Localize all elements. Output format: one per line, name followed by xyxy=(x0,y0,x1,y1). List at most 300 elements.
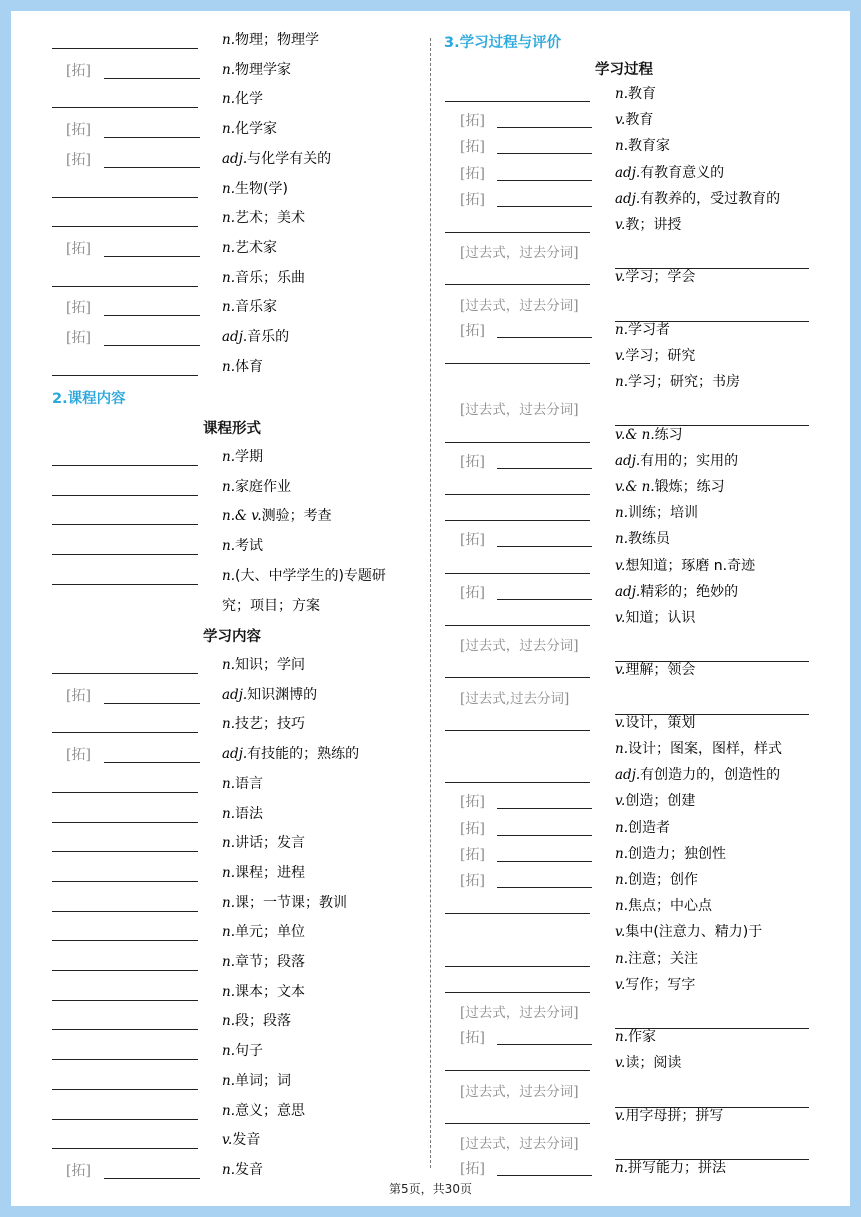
subheading-study-content: 学习内容 xyxy=(203,629,261,645)
vocab-definition xyxy=(615,345,695,365)
part-of-speech: n. xyxy=(222,121,235,138)
vocab-definition xyxy=(222,88,263,108)
vocab-definition xyxy=(222,684,317,704)
vocab-definition xyxy=(222,981,305,1001)
answer-blank[interactable] xyxy=(445,1070,590,1071)
definition-text: 课本；文本 xyxy=(235,983,305,1000)
definition-text: 练习 xyxy=(654,426,683,443)
subheading-course-form: 课程形式 xyxy=(203,421,261,437)
part-of-speech: n. xyxy=(615,138,628,155)
definition-text: 艺术家 xyxy=(235,239,277,256)
answer-blank[interactable] xyxy=(52,792,198,793)
part-of-speech: n. xyxy=(222,1072,235,1089)
vocab-definition xyxy=(222,803,263,823)
vocab-definition xyxy=(222,1129,260,1149)
vocab-definition xyxy=(615,581,738,601)
part-of-speech: n. xyxy=(615,741,628,757)
part-of-speech: v. xyxy=(615,976,626,993)
vocab-definition xyxy=(615,921,762,941)
ext-tag: [拓] xyxy=(460,532,485,549)
ext-tag: [拓] xyxy=(66,1162,91,1179)
definition-text: 化学 xyxy=(235,91,263,108)
definition-continuation: 究；项目；方案 xyxy=(222,598,320,614)
definition-text: 作家 xyxy=(628,1029,656,1046)
part-of-speech: n. xyxy=(222,864,235,881)
answer-blank[interactable] xyxy=(52,822,198,823)
vocab-definition xyxy=(615,162,724,182)
answer-blank[interactable] xyxy=(52,197,198,198)
vocab-definition xyxy=(615,974,695,994)
vocab-definition xyxy=(222,1100,305,1120)
part-of-speech: n. xyxy=(222,657,235,673)
definition-text: 考试 xyxy=(235,538,263,555)
part-of-speech: n. xyxy=(615,1160,628,1177)
vocab-definition xyxy=(222,476,291,496)
vocab-definition xyxy=(222,148,331,168)
answer-blank[interactable] xyxy=(104,137,200,138)
part-of-speech: v. xyxy=(615,793,626,810)
vocab-definition xyxy=(222,326,289,346)
answer-blank[interactable] xyxy=(445,520,590,521)
answer-blank[interactable] xyxy=(497,127,592,128)
part-of-speech: v. xyxy=(615,610,626,626)
past-tense-tag: [过去式，过去分词] xyxy=(460,297,579,314)
vocab-definition xyxy=(615,1157,726,1177)
part-of-speech: adj. xyxy=(615,452,641,469)
definition-text: 创造者 xyxy=(628,819,670,836)
definition-text: 锻炼；练习 xyxy=(654,479,725,495)
vocab-definition xyxy=(222,1070,291,1090)
answer-blank[interactable] xyxy=(497,153,592,154)
answer-blank[interactable] xyxy=(52,375,198,376)
past-tense-tag: [过去式，过去分词] xyxy=(460,638,579,655)
definition-text: 物理；物理学 xyxy=(235,32,319,48)
vocab-definition xyxy=(222,59,291,79)
vocab-definition xyxy=(222,832,305,852)
definition-text: 物理学家 xyxy=(235,61,291,78)
part-of-speech: n. xyxy=(222,61,235,78)
vocab-definition xyxy=(615,817,670,837)
definition-text: 学习；研究 xyxy=(625,348,696,364)
vocab-definition xyxy=(222,565,386,585)
part-of-speech: n. xyxy=(222,1102,235,1119)
vocab-definition xyxy=(222,951,305,971)
subheading-study-process: 学习过程 xyxy=(595,62,653,78)
answer-blank[interactable] xyxy=(497,337,592,338)
answer-blank[interactable] xyxy=(104,345,200,346)
definition-text: 家庭作业 xyxy=(235,478,291,495)
part-of-speech: n. xyxy=(222,180,235,197)
part-of-speech: v. xyxy=(615,1055,626,1072)
part-of-speech: v. xyxy=(222,1132,233,1149)
ext-tag: [拓] xyxy=(66,687,91,704)
definition-text: 单元；单位 xyxy=(235,924,305,941)
part-of-speech: adj. xyxy=(615,164,641,181)
answer-blank[interactable] xyxy=(497,1175,592,1176)
definition-text: 学习；学会 xyxy=(625,269,696,286)
answer-blank[interactable] xyxy=(497,468,592,469)
definition-text: 艺术；美术 xyxy=(235,210,305,227)
definition-text: 训练；培训 xyxy=(628,505,698,522)
answer-blank[interactable] xyxy=(52,911,198,912)
vocab-definition xyxy=(222,178,288,198)
vocab-definition xyxy=(615,764,780,784)
definition-text: 课程；进程 xyxy=(235,864,305,881)
ext-tag: [拓] xyxy=(460,139,485,156)
answer-blank[interactable] xyxy=(445,966,590,967)
vocab-definition xyxy=(615,790,695,810)
past-tense-tag: [过去式,过去分词] xyxy=(460,690,570,707)
answer-blank[interactable] xyxy=(445,232,590,233)
answer-blank[interactable] xyxy=(445,625,590,626)
vocab-definition xyxy=(222,1010,291,1030)
vocab-definition xyxy=(222,862,305,882)
vocab-definition xyxy=(615,83,656,103)
vocab-definition xyxy=(222,713,305,733)
definition-text: 学习；研究；书房 xyxy=(628,374,740,391)
ext-tag: [拓] xyxy=(460,1161,485,1178)
answer-blank[interactable] xyxy=(497,599,592,600)
definition-text: 集中(注意力、精力)于 xyxy=(625,924,763,941)
ext-tag: [拓] xyxy=(66,240,91,257)
definition-text: 读；阅读 xyxy=(625,1055,682,1072)
answer-blank[interactable] xyxy=(52,226,198,227)
definition-text: 知识；学问 xyxy=(235,657,305,673)
vocab-definition xyxy=(615,843,726,863)
part-of-speech: n. xyxy=(222,1013,235,1030)
answer-blank[interactable] xyxy=(52,554,198,555)
answer-blank[interactable] xyxy=(445,677,590,678)
vocab-definition xyxy=(615,607,695,627)
vocab-definition xyxy=(222,118,277,138)
part-of-speech: n. xyxy=(615,374,628,391)
part-of-speech: n. xyxy=(222,924,235,941)
right-column xyxy=(430,0,861,1217)
answer-blank[interactable] xyxy=(104,703,200,704)
vocab-definition xyxy=(222,1040,263,1060)
part-of-speech: n. xyxy=(615,86,628,102)
answer-blank[interactable] xyxy=(104,315,200,316)
part-of-speech: v. xyxy=(615,217,626,233)
definition-text: 创造力；独创性 xyxy=(628,845,726,862)
definition-text: 生物(学) xyxy=(235,180,288,197)
part-of-speech: n. xyxy=(222,567,235,584)
part-of-speech: n. xyxy=(222,835,235,852)
ext-tag: [拓] xyxy=(460,165,485,182)
vocab-definition xyxy=(222,356,263,376)
vocab-definition xyxy=(615,659,695,679)
definition-text: 课；一节课；教训 xyxy=(235,894,347,911)
answer-blank[interactable] xyxy=(52,732,198,733)
definition-text: 有创造力的，创造性的 xyxy=(640,767,781,784)
answer-blank[interactable] xyxy=(104,167,200,168)
part-of-speech: n. xyxy=(615,531,628,548)
answer-blank[interactable] xyxy=(497,861,592,862)
part-of-speech: adj. xyxy=(615,767,641,784)
page-footer: 第5页，共30页 xyxy=(389,1182,472,1196)
answer-blank[interactable] xyxy=(445,363,590,364)
answer-blank[interactable] xyxy=(445,1123,590,1124)
answer-blank[interactable] xyxy=(52,286,198,287)
part-of-speech: n. xyxy=(222,1161,235,1178)
vocab-definition xyxy=(222,743,359,763)
vocab-definition xyxy=(222,29,319,49)
answer-blank[interactable] xyxy=(445,913,590,914)
answer-blank[interactable] xyxy=(104,1178,200,1179)
definition-text: 音乐；乐曲 xyxy=(235,269,305,286)
vocab-definition xyxy=(222,237,277,257)
section-3-title: 3.学习过程与评价 xyxy=(444,35,562,51)
answer-blank[interactable] xyxy=(52,851,198,852)
vocab-definition xyxy=(222,654,305,674)
section-2-title: 2.课程内容 xyxy=(52,391,126,407)
ext-tag: [拓] xyxy=(460,794,485,811)
definition-text: 有用的；实用的 xyxy=(640,452,739,469)
definition-text: 想知道；琢磨 n.奇迹 xyxy=(625,557,756,574)
part-of-speech: v. xyxy=(615,714,626,731)
answer-blank[interactable] xyxy=(497,835,592,836)
ext-tag: [拓] xyxy=(460,113,485,130)
definition-text: 设计，策划 xyxy=(625,714,696,731)
part-of-speech: n. xyxy=(222,478,235,495)
answer-blank[interactable] xyxy=(52,584,198,585)
vocab-definition xyxy=(615,869,698,889)
ext-tag: [拓] xyxy=(460,820,485,837)
definition-text: 注意；关注 xyxy=(628,950,698,967)
definition-text: 有教育意义的 xyxy=(640,164,725,181)
definition-text: 学期 xyxy=(235,449,263,465)
ext-tag: [拓] xyxy=(460,322,485,339)
ext-tag: [拓] xyxy=(460,873,485,889)
answer-blank[interactable] xyxy=(497,808,592,809)
answer-blank[interactable] xyxy=(52,970,198,971)
part-of-speech: v. xyxy=(615,924,626,941)
definition-text: 教练员 xyxy=(628,531,670,548)
vocab-definition xyxy=(222,505,332,525)
definition-text: 语法 xyxy=(235,805,263,822)
past-tense-tag: [过去式，过去分词] xyxy=(460,402,579,419)
part-of-speech: n. xyxy=(615,819,628,836)
answer-blank[interactable] xyxy=(104,762,200,763)
answer-blank[interactable] xyxy=(52,1148,198,1149)
part-of-speech: n. xyxy=(222,32,235,48)
definition-text: 写作；写字 xyxy=(625,976,696,993)
answer-blank[interactable] xyxy=(52,940,198,941)
answer-blank[interactable] xyxy=(52,881,198,882)
vocab-definition xyxy=(222,535,263,555)
ext-tag: [拓] xyxy=(460,191,485,208)
ext-tag: [拓] xyxy=(460,1030,485,1047)
answer-blank[interactable] xyxy=(497,180,592,181)
definition-text: 技艺；技巧 xyxy=(235,716,305,733)
part-of-speech: n. xyxy=(222,299,235,316)
ext-tag: [拓] xyxy=(66,122,91,139)
vocab-definition xyxy=(222,1159,263,1179)
part-of-speech: adj. xyxy=(222,746,248,763)
answer-blank[interactable] xyxy=(445,992,590,993)
part-of-speech: n. xyxy=(222,716,235,733)
part-of-speech: v. xyxy=(615,662,626,679)
vocab-definition xyxy=(615,738,782,758)
answer-blank[interactable] xyxy=(104,78,200,79)
part-of-speech: n. xyxy=(222,449,235,465)
vocab-definition xyxy=(615,424,683,444)
answer-blank[interactable] xyxy=(445,782,590,783)
part-of-speech: v.& n. xyxy=(615,426,655,443)
part-of-speech: n. xyxy=(615,1029,628,1046)
answer-blank[interactable] xyxy=(445,442,590,443)
ext-tag: [拓] xyxy=(460,453,485,470)
part-of-speech: n. xyxy=(222,775,235,792)
definition-text: 意义；意思 xyxy=(235,1102,305,1119)
past-tense-tag: [过去式，过去分词] xyxy=(460,1005,579,1021)
vocab-definition xyxy=(615,371,740,391)
answer-blank[interactable] xyxy=(445,573,590,574)
ext-tag: [拓] xyxy=(66,300,91,317)
definition-text: 知道；认识 xyxy=(625,610,696,626)
definition-text: 教育家 xyxy=(628,138,670,155)
part-of-speech: adj. xyxy=(222,686,248,703)
part-of-speech: adj. xyxy=(222,329,248,345)
answer-blank[interactable] xyxy=(445,101,590,102)
definition-text: 焦点；中心点 xyxy=(628,898,712,915)
answer-blank[interactable] xyxy=(497,546,592,547)
answer-blank[interactable] xyxy=(497,206,592,207)
answer-blank[interactable] xyxy=(445,284,590,285)
past-tense-tag: [过去式，过去分词] xyxy=(460,1083,579,1100)
answer-blank[interactable] xyxy=(52,673,198,674)
vocab-definition xyxy=(615,188,780,208)
answer-blank[interactable] xyxy=(52,1029,198,1030)
vocab-definition xyxy=(222,267,305,287)
answer-blank[interactable] xyxy=(52,1059,198,1060)
vocab-definition xyxy=(222,921,305,941)
part-of-speech: n. xyxy=(615,872,628,888)
part-of-speech: n. xyxy=(615,845,628,862)
definition-text: 教育 xyxy=(628,86,656,102)
definition-text: 有技能的；熟练的 xyxy=(247,746,360,763)
definition-text: 理解；领会 xyxy=(625,662,696,679)
vocab-definition xyxy=(615,319,670,339)
part-of-speech: n. xyxy=(615,321,628,338)
vocab-definition xyxy=(615,214,681,234)
part-of-speech: adj. xyxy=(222,150,248,167)
past-tense-tag: [过去式，过去分词] xyxy=(460,1136,579,1152)
answer-blank[interactable] xyxy=(52,524,198,525)
definition-text: 化学家 xyxy=(235,121,277,138)
definition-text: 测验；考查 xyxy=(261,508,332,525)
vocab-definition xyxy=(615,895,712,915)
ext-tag: [拓] xyxy=(66,330,91,346)
past-tense-tag: [过去式，过去分词] xyxy=(460,245,579,262)
answer-blank[interactable] xyxy=(52,107,198,108)
vocab-definition xyxy=(222,773,263,793)
vocab-definition xyxy=(615,1105,723,1125)
vocab-definition xyxy=(615,109,653,129)
vocab-definition xyxy=(615,555,755,575)
definition-text: 段；段落 xyxy=(235,1013,291,1030)
definition-text: 教育 xyxy=(625,112,654,129)
definition-text: 知识渊博的 xyxy=(247,686,318,703)
answer-blank[interactable] xyxy=(52,495,198,496)
part-of-speech: v. xyxy=(615,348,626,364)
definition-text: 章节；段落 xyxy=(235,954,305,970)
definition-text: 语言 xyxy=(235,775,263,792)
part-of-speech: n. xyxy=(222,538,235,555)
definition-text: 讲话；发言 xyxy=(235,835,305,852)
part-of-speech: n. xyxy=(615,505,628,522)
definition-text: 句子 xyxy=(235,1043,263,1060)
vocab-definition xyxy=(615,528,670,548)
definition-text: 体育 xyxy=(235,358,263,375)
part-of-speech: n. xyxy=(222,954,235,970)
vocab-definition xyxy=(615,1052,681,1072)
part-of-speech: v. xyxy=(615,1107,626,1124)
definition-text: 创造；创建 xyxy=(625,793,696,810)
vocab-definition xyxy=(615,712,695,732)
vocab-definition xyxy=(222,296,277,316)
definition-text: 创造；创作 xyxy=(628,872,698,888)
vocab-definition xyxy=(615,948,698,968)
vocab-definition xyxy=(615,135,670,155)
part-of-speech: n. xyxy=(222,269,235,286)
part-of-speech: n. xyxy=(222,210,235,227)
definition-text: 拼写能力；拼法 xyxy=(628,1160,726,1177)
part-of-speech: n. xyxy=(615,950,628,967)
definition-text: 有教养的，受过教育的 xyxy=(640,190,781,207)
definition-text: 教；讲授 xyxy=(625,217,682,233)
answer-blank[interactable] xyxy=(497,887,592,888)
answer-blank[interactable] xyxy=(497,1044,592,1045)
answer-blank[interactable] xyxy=(52,1089,198,1090)
part-of-speech: n. xyxy=(615,898,628,915)
part-of-speech: n. xyxy=(222,894,235,911)
answer-blank[interactable] xyxy=(104,256,200,257)
ext-tag: [拓] xyxy=(66,62,91,79)
definition-text: 音乐的 xyxy=(247,329,290,345)
answer-blank[interactable] xyxy=(52,1119,198,1120)
vocab-definition xyxy=(615,502,698,522)
definition-text: (大、中学学生的)专题研 xyxy=(235,567,386,584)
definition-text: 设计；图案，图样，样式 xyxy=(628,741,782,757)
part-of-speech: v. xyxy=(615,112,626,129)
vocab-definition xyxy=(615,266,695,286)
vocab-definition xyxy=(615,1026,656,1046)
part-of-speech: n. xyxy=(222,805,235,822)
answer-blank[interactable] xyxy=(445,494,590,495)
answer-blank[interactable] xyxy=(52,1000,198,1001)
ext-tag: [拓] xyxy=(66,151,91,168)
answer-blank[interactable] xyxy=(445,730,590,731)
vocab-definition xyxy=(222,446,263,466)
part-of-speech: n. xyxy=(222,239,235,256)
definition-text: 单词；词 xyxy=(235,1072,291,1089)
definition-text: 用字母拼；拼写 xyxy=(625,1107,724,1124)
part-of-speech: n. xyxy=(222,1043,235,1060)
answer-blank[interactable] xyxy=(52,465,198,466)
answer-blank[interactable] xyxy=(52,48,198,49)
definition-text: 发音 xyxy=(235,1161,263,1178)
vocab-definition xyxy=(222,892,347,912)
definition-text: 与化学有关的 xyxy=(247,150,332,167)
ext-tag: [拓] xyxy=(460,846,485,863)
left-column xyxy=(0,0,430,1217)
part-of-speech: n. xyxy=(222,983,235,1000)
vocab-definition xyxy=(615,476,725,496)
part-of-speech: n. xyxy=(222,91,235,108)
definition-text: 学习者 xyxy=(628,321,670,338)
part-of-speech: n. xyxy=(222,358,235,375)
